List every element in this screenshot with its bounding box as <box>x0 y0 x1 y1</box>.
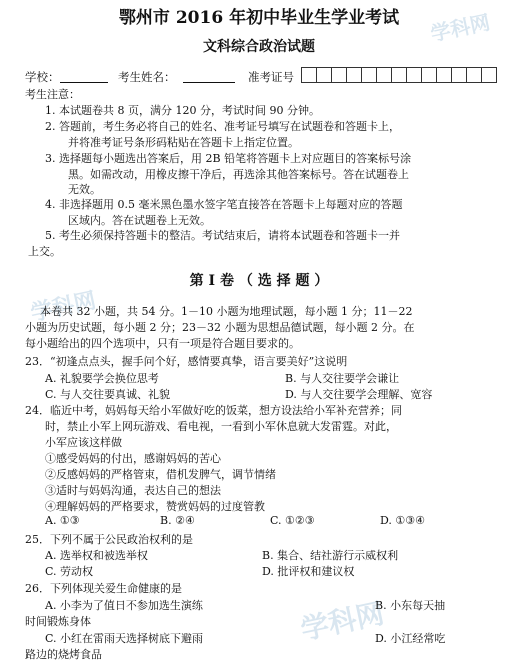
option-d[interactable]: D. 与人交往要学会理解、宽容 <box>285 388 433 401</box>
watermark: 学科网 <box>28 288 99 327</box>
section-title: 第 I 卷 （ 选 择 题 ） <box>189 273 329 289</box>
option-a[interactable]: A. 选举权和被选举权 <box>45 549 148 562</box>
option-d[interactable]: D. 批评权和建议权 <box>262 565 355 578</box>
section-intro: 小题为历史试题，每小题 2 分；23－32 小题为思想品德试题，每小题 2 分。在 <box>25 321 415 334</box>
statement: ②反感妈妈的严格管束，借机发脾气，调节情绪 <box>45 468 276 481</box>
option-d[interactable]: D. 小江经常吃 <box>375 632 446 645</box>
notice-heading: 考生注意： <box>25 88 80 101</box>
id-box[interactable] <box>391 67 407 83</box>
id-box[interactable] <box>361 67 377 83</box>
notice-line: 区域内。答在试题卷上无效。 <box>68 214 211 227</box>
option-b-cont: 时间锻炼身体 <box>25 615 91 628</box>
exam-title: 鄂州市 2016 年初中毕业生学业考试 <box>118 8 400 28</box>
id-label: 准考证号 <box>248 70 294 84</box>
id-box[interactable] <box>481 67 497 83</box>
option-b[interactable]: B. ②④ <box>160 514 195 527</box>
option-d[interactable]: D. ①③④ <box>380 514 426 527</box>
notice-line: 2. 答题前，考生务必将自己的姓名、准考证号填写在试题卷和答题卡上， <box>45 120 400 133</box>
option-c[interactable]: C. 劳动权 <box>45 565 94 578</box>
id-box[interactable] <box>331 67 347 83</box>
id-box[interactable] <box>376 67 392 83</box>
question-stem: 23．“初逢点点头，握手问个好，感情要真挚，语言要美好”这说明 <box>25 355 348 368</box>
option-a[interactable]: A. 小李为了值日不参加选生演练 <box>45 599 203 612</box>
id-box[interactable] <box>301 67 317 83</box>
question-stem: 26．下列体现关爱生命健康的是 <box>25 582 182 595</box>
statement: ①感受妈妈的付出，感谢妈妈的苦心 <box>45 452 221 465</box>
notice-line: 上交。 <box>28 245 61 258</box>
notice-line: 3. 选择题每小题选出答案后，用 2B 铅笔将答题卡上对应题目的答案标号涂 <box>45 152 412 165</box>
section-intro: 每小题给出的四个选项中，只有一项是符合题目要求的。 <box>25 337 300 350</box>
id-box[interactable] <box>451 67 467 83</box>
name-field[interactable] <box>183 70 235 83</box>
name-label: 考生姓名： <box>118 70 176 84</box>
watermark: 学科网 <box>428 9 493 46</box>
option-b[interactable]: B. 集合、结社游行示威权利 <box>262 549 399 562</box>
school-label: 学校： <box>25 70 60 84</box>
option-c[interactable]: C. ①②③ <box>270 514 315 527</box>
id-box[interactable] <box>346 67 362 83</box>
notice-line: 黑。如需改动，用橡皮擦干净后，再选涂其他答案标号。答在试题卷上 <box>68 168 409 181</box>
option-c[interactable]: C. 小红在雷雨天选择树底下避雨 <box>45 632 204 645</box>
school-field[interactable] <box>60 70 108 83</box>
id-box[interactable] <box>421 67 437 83</box>
id-box[interactable] <box>436 67 452 83</box>
option-a[interactable]: A. ①③ <box>45 514 80 527</box>
notice-line: 5. 考生必须保持答题卡的整洁。考试结束后，请将本试题卷和答题卡一并 <box>45 229 400 242</box>
statement: ④理解妈妈的严格要求，赞赏妈妈的过度管教 <box>45 500 265 513</box>
id-box[interactable] <box>466 67 482 83</box>
option-c[interactable]: C. 与人交往要真诚、礼貌 <box>45 388 171 401</box>
notice-line: 1. 本试题卷共 8 页，满分 120 分，考试时间 90 分钟。 <box>45 104 320 117</box>
option-d-cont: 路边的烧烤食品 <box>25 648 102 661</box>
section-intro: 本卷共 32 小题，共 54 分。1－10 小题为地理试题，每小题 1 分；11－22 <box>40 305 413 318</box>
watermark: 学科网 <box>297 596 387 647</box>
option-b[interactable]: B. 小东每天抽 <box>375 599 446 612</box>
question-stem: 小军应该这样做 <box>45 436 122 449</box>
question-stem: 时，禁止小军上网玩游戏、看电视，一看到小军休息就大发雷霆。对此， <box>45 420 397 433</box>
option-a[interactable]: A. 礼貌要学会换位思考 <box>45 372 159 385</box>
notice-line: 并将准考证号条形码粘贴在答题卡上指定位置。 <box>68 136 299 149</box>
notice-line: 4. 非选择题用 0.5 毫米黑色墨水签字笔直接答在答题卡上每题对应的答题 <box>45 198 403 211</box>
question-stem: 25．下列不属于公民政治权利的是 <box>25 533 193 546</box>
id-box[interactable] <box>316 67 332 83</box>
question-stem: 24．临近中考，妈妈每天给小军做好吃的饭菜，想方设法给小军补充营养；同 <box>25 404 402 417</box>
exam-subtitle: 文科综合政治试题 <box>203 39 315 55</box>
id-box[interactable] <box>406 67 422 83</box>
option-b[interactable]: B. 与人交往要学会谦让 <box>285 372 400 385</box>
id-boxes[interactable] <box>302 67 497 83</box>
notice-line: 无效。 <box>68 183 101 196</box>
statement: ③适时与妈妈沟通，表达自己的想法 <box>45 484 221 497</box>
